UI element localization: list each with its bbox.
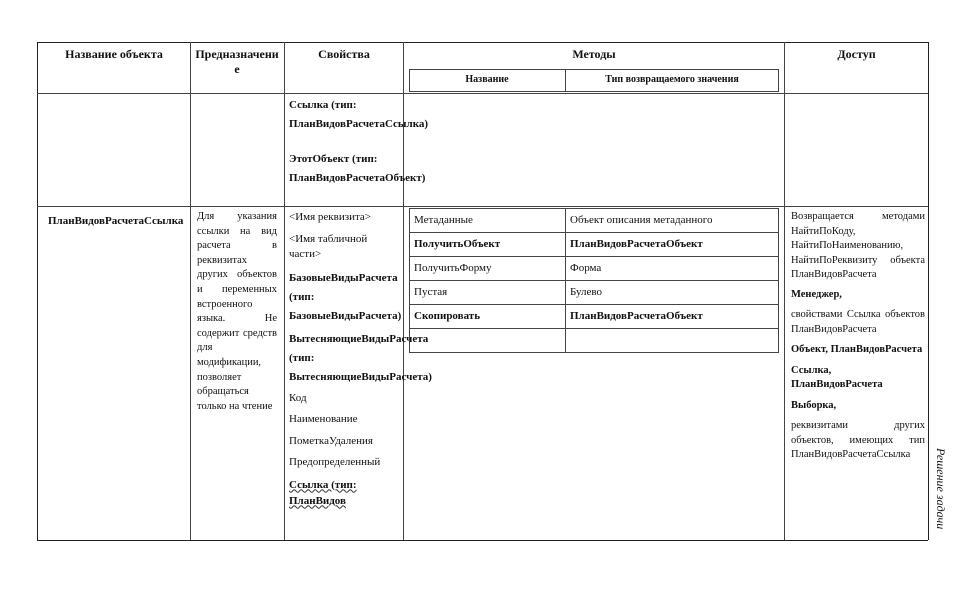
table-border-top (37, 42, 928, 43)
prop-deletion-mark: ПометкаУдаления (289, 434, 373, 447)
table-border-bottom (37, 540, 928, 541)
prop-predefined: Предопределенный (289, 456, 381, 468)
method-return: Объект описания метаданного (570, 214, 713, 226)
prop-description: Наименование (289, 413, 358, 425)
table-border-left (37, 42, 38, 540)
methods-divider (565, 208, 566, 353)
prop-tabular-name: <Имя табличной части> (289, 232, 368, 260)
method-return: Булево (570, 286, 603, 298)
method-return: ПланВидовРасчетаОбъект (570, 310, 703, 322)
method-return: Форма (570, 262, 602, 274)
row1-prop-this: ЭтотОбъект (тип: ПланВидовРасчетаОбъект) (289, 153, 426, 184)
header-properties: Свойства (318, 47, 370, 61)
col-divider-4 (784, 42, 785, 540)
header-access: Доступ (837, 47, 876, 61)
method-row-5 (409, 328, 779, 353)
method-name: ПолучитьОбъект (414, 238, 501, 250)
method-return: ПланВидовРасчетаОбъект (570, 238, 703, 250)
method-name: Метаданные (414, 214, 473, 226)
table-border-right (928, 42, 929, 540)
prop-base-types: БазовыеВидыРасчета (тип: БазовыеВидыРасчета) (289, 271, 402, 322)
header-name: Название объекта (65, 47, 163, 61)
header-methods: Методы (572, 47, 616, 61)
method-name: Пустая (414, 286, 448, 298)
access-selection: Выборка, (791, 399, 837, 411)
row-divider-1 (37, 206, 928, 207)
access-ref: Ссылка, ПланВидовРасчета (791, 364, 883, 390)
row2-object-name: ПланВидовРасчетаСсылка (48, 215, 184, 227)
access-object: Объект, ПланВидовРасчета (791, 344, 923, 355)
col-divider-3 (403, 42, 404, 540)
header-purpose: Предназначение (195, 47, 279, 76)
side-title: Решение задачи (934, 448, 948, 530)
col-divider-1 (190, 42, 191, 540)
access-manager: Менеджер, (791, 288, 842, 300)
row2-access (791, 210, 925, 463)
method-name: ПолучитьФорму (414, 262, 492, 274)
row2-purpose: Для указания ссылки на вид расчета в реквизитах других объектов и переменных встроенного языка. Не содержит средств для модификации, позволяет обращаться только на чтение (197, 211, 277, 412)
prop-ref: Ссылка (тип: ПланВидов (289, 478, 357, 507)
access-ref-props: свойствами Ссылка объектов ПланВидовРасчета (791, 309, 925, 335)
method-name: Скопировать (414, 310, 481, 322)
row1-prop-ref: Ссылка (тип: ПланВидовРасчетаСсылка) (289, 99, 429, 130)
prop-code: Код (289, 391, 307, 404)
prop-displacing-types: ВытесняющиеВидыРасчета (тип: ВытесняющиеВидыРасчета) (289, 332, 432, 383)
access-attrs: реквизитами других объектов, имеющих тип ПланВидовРасчетаСсылка (791, 420, 925, 460)
prop-attr-name: <Имя реквизита> (289, 211, 371, 223)
col-divider-2 (284, 42, 285, 540)
header-methods-name: Название (465, 74, 509, 85)
access-returned: Возвращается методами НайтиПоКоду, НайтиПоНаименованию, НайтиПоРеквизиту объекта ПланВидовРасчета (791, 211, 925, 280)
row-divider-header (37, 93, 928, 94)
header-methods-return: Тип возвращаемого значения (605, 74, 739, 85)
